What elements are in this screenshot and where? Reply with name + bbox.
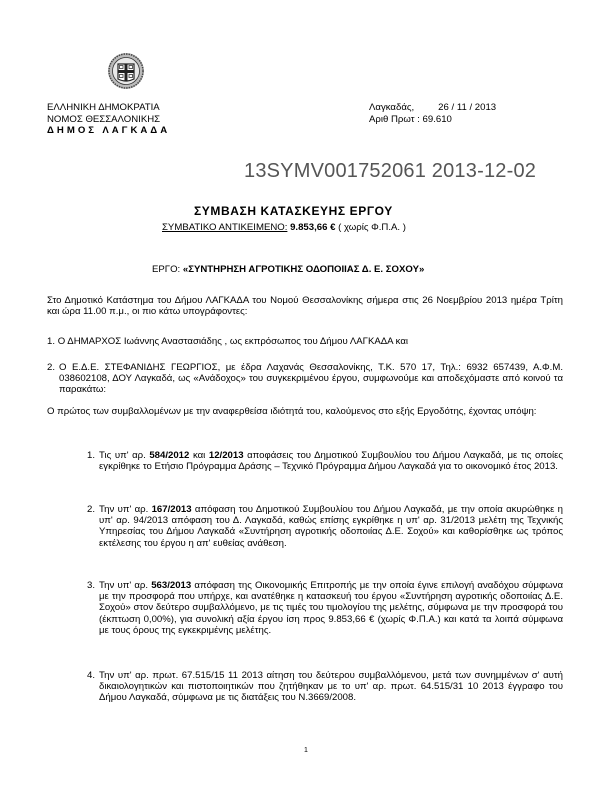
item-number: 3. (87, 580, 96, 591)
issuer-prefecture: ΝΟΜΟΣ ΘΕΣΣΑΛΟΝΙΚΗΣ (47, 113, 161, 125)
item-number: 1. (87, 450, 96, 461)
place: Λαγκαδάς, (369, 102, 415, 113)
page-number: 1 (304, 747, 308, 754)
contract-subject (162, 222, 406, 233)
decision-number: 563/2013 (151, 580, 192, 591)
issuer-municipality: ΔΗΜΟΣ ΛΑΓΚΑΔΑ (47, 125, 171, 136)
protocol-label: Αριθ Πρωτ : (369, 113, 420, 125)
intro-paragraph: Στο Δημοτικό Κατάστημα του Δήμου ΛΑΓΚΑΔΑ του Νομού Θεσσαλονίκης σήμερα στις 26 Νοεμβρίου 2013 ημέρα Τρίτη και ώρα 11.00 π.μ., οι πιο κάτω υπογράφοντες: (47, 295, 563, 318)
party-number: 2. (47, 362, 56, 373)
item-number: 2. (87, 504, 96, 515)
item-text: Την υπ' αρ. (99, 504, 149, 515)
item-text: και (192, 450, 206, 461)
decision-number: 167/2013 (151, 504, 192, 515)
decision-number: 12/2013 (208, 450, 244, 461)
preamble-paragraph: Ο πρώτος των συμβαλλομένων με την αναφερθείσα ιδιότητά του, καλούμενος στο εξής Εργοδότης, έχοντας υπόψη: (47, 406, 537, 417)
decision-number: 584/2012 (149, 450, 190, 461)
subject-label: ΣΥΜΒΑΤΙΚΟ ΑΝΤΙΚΕΙΜΕΝΟ: (162, 222, 288, 233)
subject-note: ( χωρίς Φ.Π.Α. ) (338, 222, 406, 233)
protocol-number: 69.610 (422, 113, 452, 125)
item-text: Την υπ' αρ. (99, 580, 149, 591)
item-number: 4. (87, 670, 96, 681)
greek-state-emblem-icon (107, 52, 145, 90)
party-number: 1. (47, 336, 56, 347)
date-protocol-block (369, 102, 496, 125)
item-text: Την υπ' αρ. πρωτ. 67.515/15 11 2013 αίτηση του δεύτερου συμβαλλόμενου, μετά των συνημμένων σ' αυτή δικαιολογητικών και πιστοποιητικών που ζητήθηκαν με το υπ' αρ. πρωτ. 64.515/31 10 2013 έγγραφο του Δήμου Λαγκαδά, σύμφωνα με τις διατάξεις του Ν.3669/2008. (99, 670, 563, 704)
project-line (152, 264, 424, 275)
subject-amount: 9.853,66 € (290, 222, 336, 233)
party-text: Ο ΔΗΜΑΡΧΟΣ Ιωάννης Αναστασιάδης , ως εκπρόσωπος του Δήμου ΛΑΓΚΑΔΑ και (57, 336, 409, 347)
project-label: ΕΡΓΟ: (152, 264, 181, 275)
project-name: «ΣΥΝΤΗΡΗΣΗ ΑΓΡΟΤΙΚΗΣ ΟΔΟΠΟΙΙΑΣ Δ. Ε. ΣΟΧΟΥ» (182, 264, 425, 275)
item-text: απόφαση της Οικονομικής Επιτροπής με την οποία έγινε επιλογή αναδόχου σύμφωνα με την προσφορά που υπήρχε, και ανατέθηκε η κατασκευή του έργου «Συντήρηση αγροτικής οδοποιίας Δ.Ε. Σοχού» στον δεύτερο συμβαλλόμενο, με τις τιμές του τιμολογίου της μελέτης, σύμφωνα με την προσφορά του (έκπτωση 0,00%), για συνολική αξία έργου ίση προς 9.853,66 € (χωρίς Φ.Π.Α.) και κατά τα λοιπά σύμφωνα με τους όρους της εγκεκριμένης μελέτης. (99, 580, 564, 636)
ada-code: 13SYMV001752061 2013-12-02 (244, 160, 537, 182)
issuer-country: ΕΛΛΗΝΙΚΗ ΔΗΜΟΚΡΑΤΙΑ (47, 102, 160, 113)
issuer-block (47, 102, 170, 137)
party-text: Ο Ε.Δ.Ε. ΣΤΕΦΑΝΙΔΗΣ ΓΕΩΡΓΙΟΣ, με έδρα Λαχανάς Θεσσαλονίκης, Τ.Κ. 570 17, Τηλ.: 6932 657439, Α.Φ.Μ. 038602108, ΔΟΥ Λαγκαδά, ως «Ανάδοχος» του συγκεκριμένου έργου, συμφωνούμε και αποδεχόμαστε από κοινού τα παρακάτω: (59, 362, 563, 396)
document-title: ΣΥΜΒΑΣΗ ΚΑΤΑΣΚΕΥΗΣ ΕΡΓΟΥ (194, 204, 393, 218)
item-text: αποφάσεις του Δημοτικού Συμβουλίου του Δήμου Λαγκαδά, με τις οποίες εγκρίθηκε το Ετήσιο Πρόγραμμα Δράσης – Τεχνικό Πρόγραμμα Δήμου Λαγκαδά για το οικονομικό έτος 2013. (99, 450, 563, 473)
document-date: 26 / 11 / 2013 (438, 102, 497, 113)
item-text: Τις υπ' αρ. (99, 450, 146, 461)
item-text: απόφαση του Δημοτικού Συμβουλίου του Δήμου Λαγκαδά, με την οποία ακυρώθηκε η υπ' αρ. 94/2013 απόφαση του Δ. Λαγκαδά, καθώς επίσης εγκρίθηκε η υπ' αρ. 31/2013 μελέτη της Τεχνικής Υπηρεσίας του Δήμου Λαγκαδά «Συντήρηση αγροτικής οδοποιίας Δ.Ε. Σοχού» και καθορίσθηκε ως τρόπος εκτέλεσης του έργου η απ' ευθείας ανάθεση. (99, 504, 564, 549)
